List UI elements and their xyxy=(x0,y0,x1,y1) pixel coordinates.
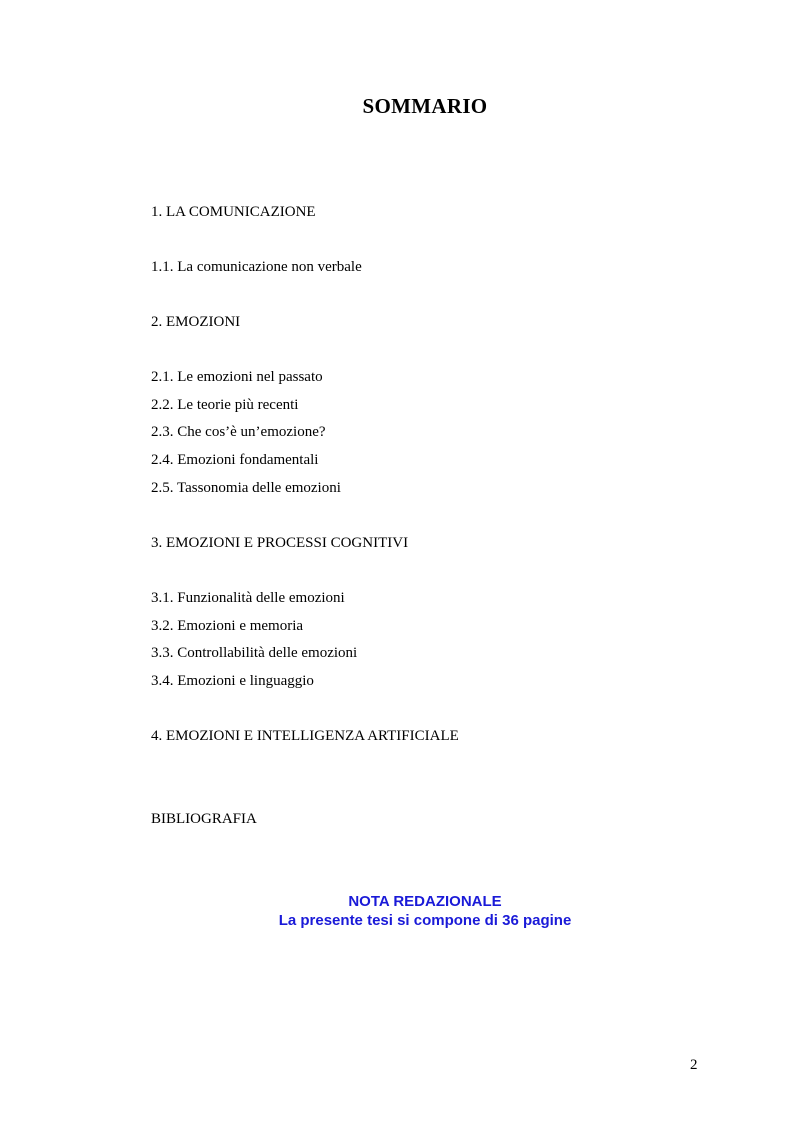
editorial-note-text: La presente tesi si compone di 36 pagine xyxy=(278,912,572,929)
toc-chapter: 4. EMOZIONI E INTELLIGENZA ARTIFICIALE xyxy=(151,728,459,744)
page-title: SOMMARIO xyxy=(362,94,488,118)
toc-section: 2.1. Le emozioni nel passato xyxy=(151,369,323,385)
toc-section: 2.2. Le teorie più recenti xyxy=(151,397,299,413)
toc-section: 3.1. Funzionalità delle emozioni xyxy=(151,590,345,606)
toc-chapter: 1. LA COMUNICAZIONE xyxy=(151,204,316,220)
toc-section: 2.5. Tassonomia delle emozioni xyxy=(151,480,341,496)
toc-chapter: 2. EMOZIONI xyxy=(151,314,241,330)
toc-section: 1.1. La comunicazione non verbale xyxy=(151,259,362,275)
toc-section: 2.4. Emozioni fondamentali xyxy=(151,452,319,468)
toc-section: 3.2. Emozioni e memoria xyxy=(151,618,304,634)
toc-section: 3.4. Emozioni e linguaggio xyxy=(151,673,314,689)
toc-bibliography: BIBLIOGRAFIA xyxy=(151,811,257,827)
toc-section: 2.3. Che cos’è un’emozione? xyxy=(151,424,326,440)
editorial-note-heading: NOTA REDAZIONALE xyxy=(348,893,502,910)
toc-section: 3.3. Controllabilità delle emozioni xyxy=(151,645,358,661)
toc-chapter: 3. EMOZIONI E PROCESSI COGNITIVI xyxy=(151,535,409,551)
page-number: 2 xyxy=(690,1057,698,1073)
